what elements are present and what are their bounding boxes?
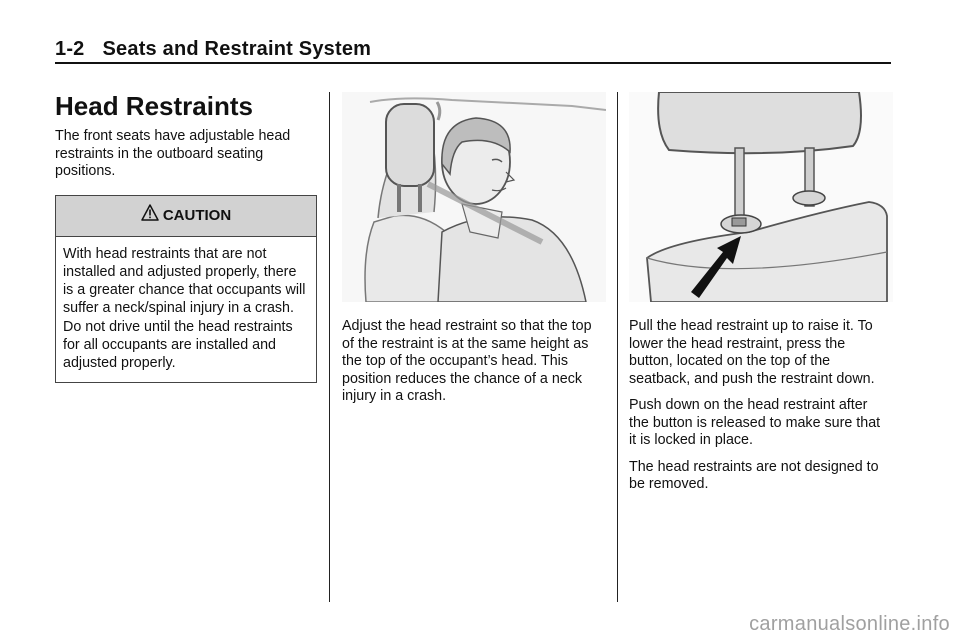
caution-label: CAUTION: [162, 207, 232, 224]
head-restraint-release-button-illustration: [629, 92, 893, 302]
caution-header: [56, 196, 316, 237]
occupant-head-restraint-illustration: [342, 92, 606, 302]
column-3: [629, 92, 891, 494]
removal-note: The head restraints are not designed to be removed.: [629, 458, 879, 492]
raise-lower-instructions: Pull the head restraint up to raise it. To lower the head restraint, press the button, located on the top of the seatback, and push the restraint down.: [629, 318, 875, 387]
page-header: [55, 38, 891, 64]
header-text: [55, 38, 371, 61]
caution-body: [56, 237, 316, 382]
column-divider: [617, 92, 618, 602]
lock-instructions: Push down on the head restraint after the button is released to make sure that it is locked in place.: [629, 397, 881, 448]
section-title: Head Restraints: [55, 91, 253, 121]
intro-text: The front seats have adjustable head restraints in the outboard seating positions.: [55, 128, 291, 179]
adjust-instructions: Adjust the head restraint so that the top of the restraint is at the same height as the top of the occupant’s head. This position reduces the chance of a neck injury in a crash.: [342, 318, 592, 404]
column-1: [55, 92, 317, 383]
warning-triangle-icon: [141, 204, 159, 222]
column-divider: [329, 92, 330, 602]
watermark: carmanualsonline.info: [749, 613, 950, 635]
caution-box: [55, 195, 317, 383]
chapter-title: Seats and Restraint System: [102, 38, 372, 60]
caution-text: With head restraints that are not installed and adjusted properly, there is a greater chance that occupants will suffer a neck/spinal injury in a crash. Do not drive until the head restraints for all occupants are installed and adjusted properly.: [63, 245, 306, 372]
column-2: [342, 92, 604, 406]
page-number: 1-2: [55, 38, 85, 60]
